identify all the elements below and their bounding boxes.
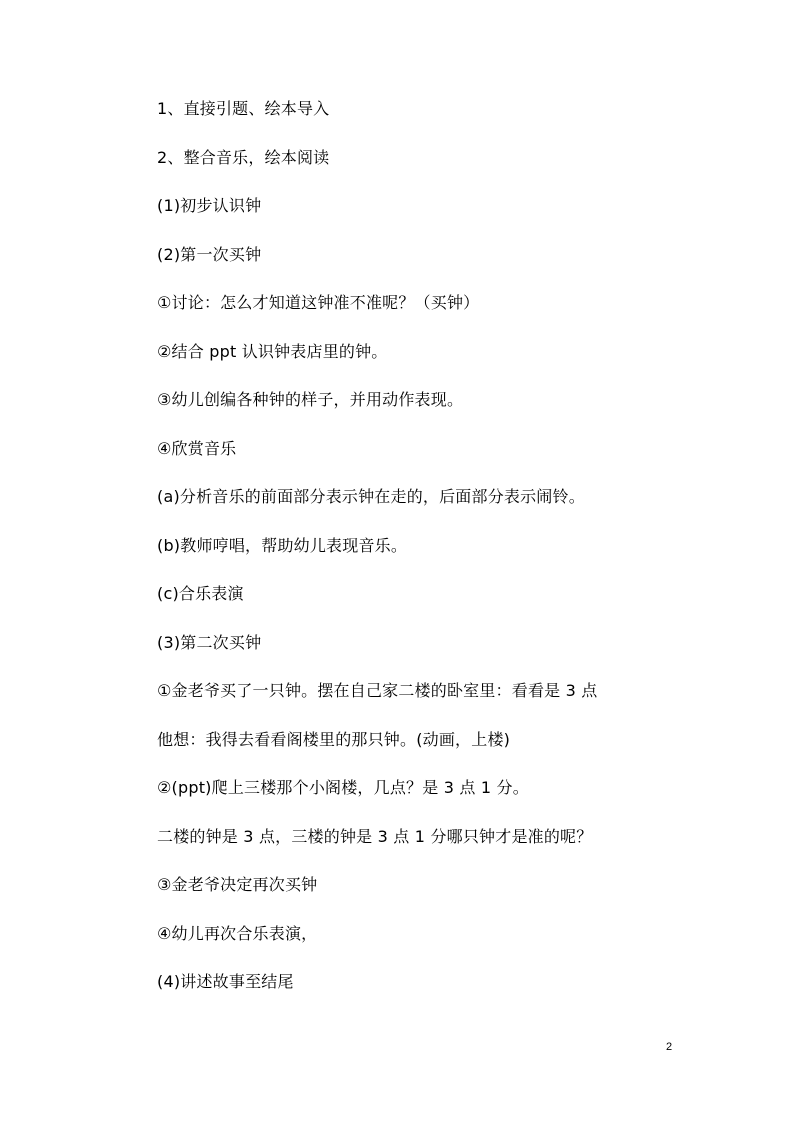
list-item-perform-again: ④幼儿再次合乐表演， (157, 923, 318, 943)
subheading-3: (3)第二次买钟 (157, 632, 262, 652)
paragraph-line-thought: 他想：我得去看看阁楼里的那只钟。(动画，上楼) (157, 729, 511, 749)
list-item-analyze-music: (a)分析音乐的前面部分表示钟在走的，后面部分表示闹铃。 (157, 487, 585, 506)
subheading-2: (2)第一次买钟 (157, 244, 262, 264)
list-item-performance: (c)合乐表演 (157, 584, 244, 603)
document-body (157, 94, 677, 1016)
list-item-attic: ②(ppt)爬上三楼那个小阁楼，几点？是 3 点 1 分。 (157, 778, 529, 797)
list-item-ppt-clocks: ②结合 ppt 认识钟表店里的钟。 (157, 341, 388, 361)
paragraph-line-question: 二楼的钟是 3 点，三楼的钟是 3 点 1 分哪只钟才是准的呢？ (157, 826, 593, 846)
page-number: 2 (666, 1041, 673, 1053)
heading-step-2: 2、整合音乐，绘本阅读 (157, 147, 330, 167)
subheading-1: (1)初步认识钟 (157, 196, 262, 215)
list-item-buy-again: ③金老爷决定再次买钟 (157, 875, 318, 894)
list-item-create-clocks: ③幼儿创编各种钟的样子，并用动作表现。 (157, 390, 464, 409)
list-item-appreciate-music: ④欣赏音乐 (157, 438, 237, 458)
list-item-discussion: ①讨论：怎么才知道这钟准不准呢？（买钟） (157, 293, 480, 312)
list-item-bought-clock: ①金老爷买了一只钟。摆在自己家二楼的卧室里：看看是 3 点 (157, 681, 598, 700)
list-item-teacher-hum: (b)教师哼唱，帮助幼儿表现音乐。 (157, 535, 408, 555)
subheading-4: (4)讲述故事至结尾 (157, 972, 294, 991)
heading-step-1: 1、直接引题、绘本导入 (157, 99, 330, 118)
